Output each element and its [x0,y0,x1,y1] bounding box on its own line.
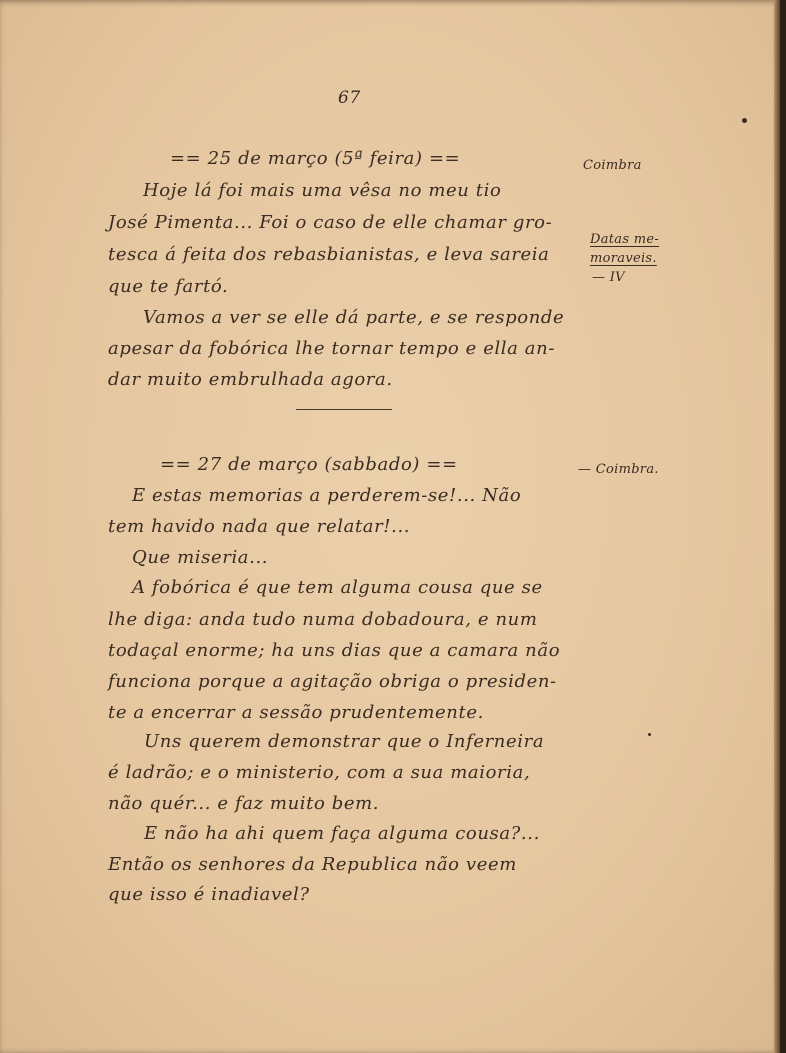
entry-line: que te fartó. [108,276,229,297]
entry-place: — Coimbra. [578,462,659,477]
entry-date: == 25 de março (5ª feira) == [170,148,461,169]
page-edge [774,0,780,1053]
entry-line: A fobórica é que tem alguma cousa que se [132,577,543,598]
entry-place: Coimbra [583,158,642,173]
margin-note-line: — IV [592,270,625,285]
entry-line: Hoje lá foi mais uma vêsa no meu tio [143,180,502,201]
section-divider [296,409,392,410]
margin-note-line: moraveis. [590,251,657,266]
entry-line: te a encerrar a sessão prudentemente. [108,702,484,723]
entry-line: Vamos a ver se elle dá parte, e se responde [143,307,565,328]
entry-line: apesar da fobórica lhe tornar tempo e ella an- [108,338,556,359]
entry-line: tem havido nada que relatar!... [108,516,411,537]
entry-line: tesca á feita dos rebasbianistas, e leva sareia [108,244,550,265]
ink-spot [742,118,747,123]
page-number: 67 [338,88,361,108]
entry-line: Uns querem demonstrar que o Inferneira [144,731,545,752]
entry-date: == 27 de março (sabbado) == [160,454,458,475]
entry-line: dar muito embrulhada agora. [108,369,393,390]
entry-line: E não ha ahi quem faça alguma cousa?... [144,823,540,844]
entry-line: funciona porque a agitação obriga o presiden- [108,671,557,692]
entry-line: Então os senhores da Republica não veem [108,854,517,875]
entry-line: não quér... e faz muito bem. [108,793,380,814]
entry-line: E estas memorias a perderem-se!... Não [132,485,522,506]
entry-line: José Pimenta... Foi o caso de elle chamar gro- [108,212,553,233]
entry-line: todaçal enorme; ha uns dias que a camara não [108,640,561,661]
ink-spot [648,733,651,736]
entry-line: é ladrão; e o ministerio, com a sua maioria, [108,762,531,783]
entry-line: Que miseria... [132,547,269,568]
entry-line: que isso é inadiavel? [108,884,310,905]
entry-line: lhe diga: anda tudo numa dobadoura, e num [108,609,538,630]
margin-note-line: Datas me- [590,232,660,247]
